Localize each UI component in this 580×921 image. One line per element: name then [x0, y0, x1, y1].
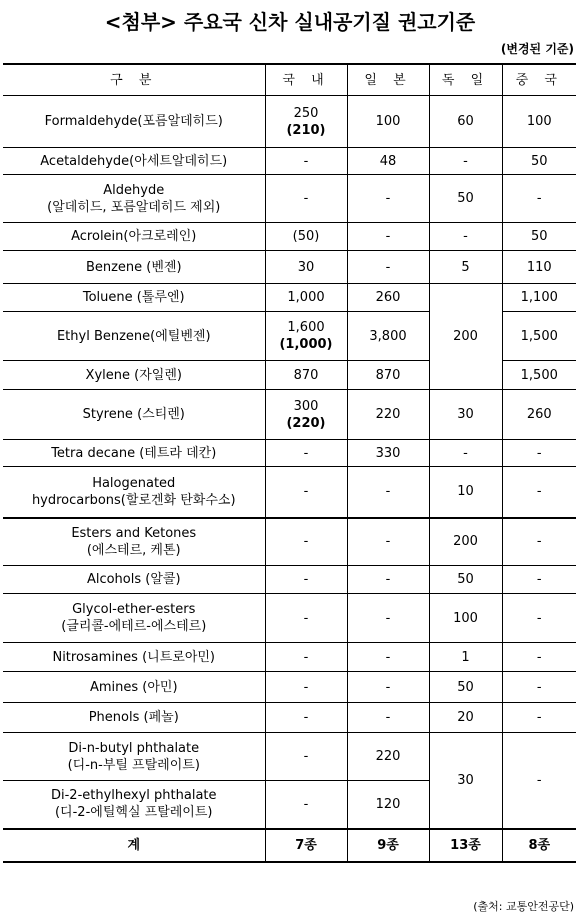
- header-korea: 국 내: [265, 64, 347, 96]
- substance-name: Alcohols (알콜): [3, 566, 265, 594]
- korea-value: -: [265, 703, 347, 733]
- japan-value: -: [347, 223, 429, 251]
- source-note: (출처: 교통안전공단): [473, 900, 574, 913]
- japan-value: 48: [347, 148, 429, 175]
- china-value: 1,500: [502, 361, 576, 390]
- china-value: 1,500: [502, 312, 576, 361]
- substance-name: Benzene (벤젠): [3, 251, 265, 284]
- table-row: [3, 594, 576, 643]
- germany-value: 50: [429, 175, 502, 223]
- table-row: [3, 96, 576, 148]
- japan-value: 260: [347, 284, 429, 312]
- header-china: 중 국: [502, 64, 576, 96]
- table-row: [3, 518, 576, 566]
- korea-value: -: [265, 440, 347, 467]
- korea-value: -: [265, 643, 347, 672]
- germany-value: 50: [429, 566, 502, 594]
- japan-value: 870: [347, 361, 429, 390]
- substance-name: Di-n-butyl phthalate (디-n-부틸 프탈레이트): [3, 733, 265, 781]
- korea-value: 30: [265, 251, 347, 284]
- substance-name: Styrene (스티렌): [3, 390, 265, 440]
- substance-name: Di-2-ethylhexyl phthalate (디-2-에틸헥실 프탈레이트): [3, 781, 265, 829]
- table-row: [3, 251, 576, 284]
- table-header-row: [3, 64, 576, 96]
- korea-value: -: [265, 566, 347, 594]
- table-row: [3, 566, 576, 594]
- germany-value: 30: [429, 733, 502, 829]
- table-row: [3, 672, 576, 703]
- korea-value: -: [265, 672, 347, 703]
- germany-value: -: [429, 148, 502, 175]
- china-value: -: [502, 672, 576, 703]
- china-value: 50: [502, 223, 576, 251]
- japan-value: -: [347, 643, 429, 672]
- japan-value: -: [347, 467, 429, 518]
- japan-value: -: [347, 672, 429, 703]
- china-value: -: [502, 467, 576, 518]
- changed-standard-note: (변경된 기준): [500, 42, 574, 56]
- korea-value: -: [265, 467, 347, 518]
- substance-name: Acetaldehyde(아세트알데히드): [3, 148, 265, 175]
- germany-value: 30: [429, 390, 502, 440]
- japan-value: 220: [347, 733, 429, 781]
- korea-value: 300 (220): [265, 390, 347, 440]
- korea-value: -: [265, 733, 347, 781]
- china-value: 1,100: [502, 284, 576, 312]
- china-value: -: [502, 566, 576, 594]
- total-row: [3, 829, 576, 862]
- substance-name: Phenols (페놀): [3, 703, 265, 733]
- page-title: <첨부> 주요국 신차 실내공기질 권고기준: [104, 10, 476, 34]
- table-row: [3, 284, 576, 312]
- header-japan: 일 본: [347, 64, 429, 96]
- korea-value: -: [265, 594, 347, 643]
- japan-value: 3,800: [347, 312, 429, 361]
- japan-value: 100: [347, 96, 429, 148]
- table-row: [3, 223, 576, 251]
- germany-value: 60: [429, 96, 502, 148]
- table-row: [3, 440, 576, 467]
- korea-value: 1,000: [265, 284, 347, 312]
- table-row: [3, 733, 576, 781]
- germany-value: 100: [429, 594, 502, 643]
- korea-value: 1,600 (1,000): [265, 312, 347, 361]
- china-value: -: [502, 440, 576, 467]
- china-value: -: [502, 175, 576, 223]
- japan-value: -: [347, 175, 429, 223]
- germany-value: 10: [429, 467, 502, 518]
- germany-value: 50: [429, 672, 502, 703]
- china-value: -: [502, 643, 576, 672]
- china-value: 110: [502, 251, 576, 284]
- substance-name: Esters and Ketones (에스테르, 케톤): [3, 518, 265, 566]
- japan-value: -: [347, 251, 429, 284]
- japan-value: 220: [347, 390, 429, 440]
- china-value: -: [502, 703, 576, 733]
- japan-value: 120: [347, 781, 429, 829]
- table-row: [3, 467, 576, 518]
- header-category: 구 분: [3, 64, 265, 96]
- substance-name: Ethyl Benzene(에틸벤젠): [3, 312, 265, 361]
- china-value: -: [502, 594, 576, 643]
- japan-value: -: [347, 518, 429, 566]
- substance-name: Aldehyde (알데히드, 포름알데히드 제외): [3, 175, 265, 223]
- japan-value: -: [347, 566, 429, 594]
- substance-name: Amines (아민): [3, 672, 265, 703]
- substance-name: Glycol-ether-esters (글리콜-에테르-에스테르): [3, 594, 265, 643]
- china-value: 50: [502, 148, 576, 175]
- table-row: [3, 148, 576, 175]
- korea-value: -: [265, 148, 347, 175]
- header-germany: 독 일: [429, 64, 502, 96]
- germany-value: -: [429, 223, 502, 251]
- substance-name: Nitrosamines (니트로아민): [3, 643, 265, 672]
- germany-value: 5: [429, 251, 502, 284]
- germany-total: 13종: [429, 829, 502, 862]
- korea-value: 870: [265, 361, 347, 390]
- china-value: 100: [502, 96, 576, 148]
- substance-name: Xylene (자일렌): [3, 361, 265, 390]
- substance-name: Halogenated hydrocarbons(할로겐화 탄화수소): [3, 467, 265, 518]
- japan-value: -: [347, 703, 429, 733]
- germany-value: 1: [429, 643, 502, 672]
- table-row: [3, 175, 576, 223]
- substance-name: Acrolein(아크로레인): [3, 223, 265, 251]
- germany-value: 20: [429, 703, 502, 733]
- korea-value: 250 (210): [265, 96, 347, 148]
- table-row: [3, 390, 576, 440]
- korea-value: -: [265, 518, 347, 566]
- table-row: [3, 703, 576, 733]
- china-value: -: [502, 518, 576, 566]
- germany-value: 200: [429, 518, 502, 566]
- germany-value: 200: [429, 284, 502, 390]
- china-total: 8종: [502, 829, 576, 862]
- korea-value: -: [265, 175, 347, 223]
- china-value: 260: [502, 390, 576, 440]
- substance-name: Formaldehyde(포름알데히드): [3, 96, 265, 148]
- standards-table: [3, 63, 576, 863]
- korea-value: (50): [265, 223, 347, 251]
- korea-total: 7종: [265, 829, 347, 862]
- korea-value: -: [265, 781, 347, 829]
- japan-total: 9종: [347, 829, 429, 862]
- germany-value: -: [429, 440, 502, 467]
- china-value: -: [502, 733, 576, 829]
- japan-value: 330: [347, 440, 429, 467]
- japan-value: -: [347, 594, 429, 643]
- table-row: [3, 643, 576, 672]
- substance-name: Toluene (톨루엔): [3, 284, 265, 312]
- total-label: 계: [3, 829, 265, 862]
- substance-name: Tetra decane (테트라 데칸): [3, 440, 265, 467]
